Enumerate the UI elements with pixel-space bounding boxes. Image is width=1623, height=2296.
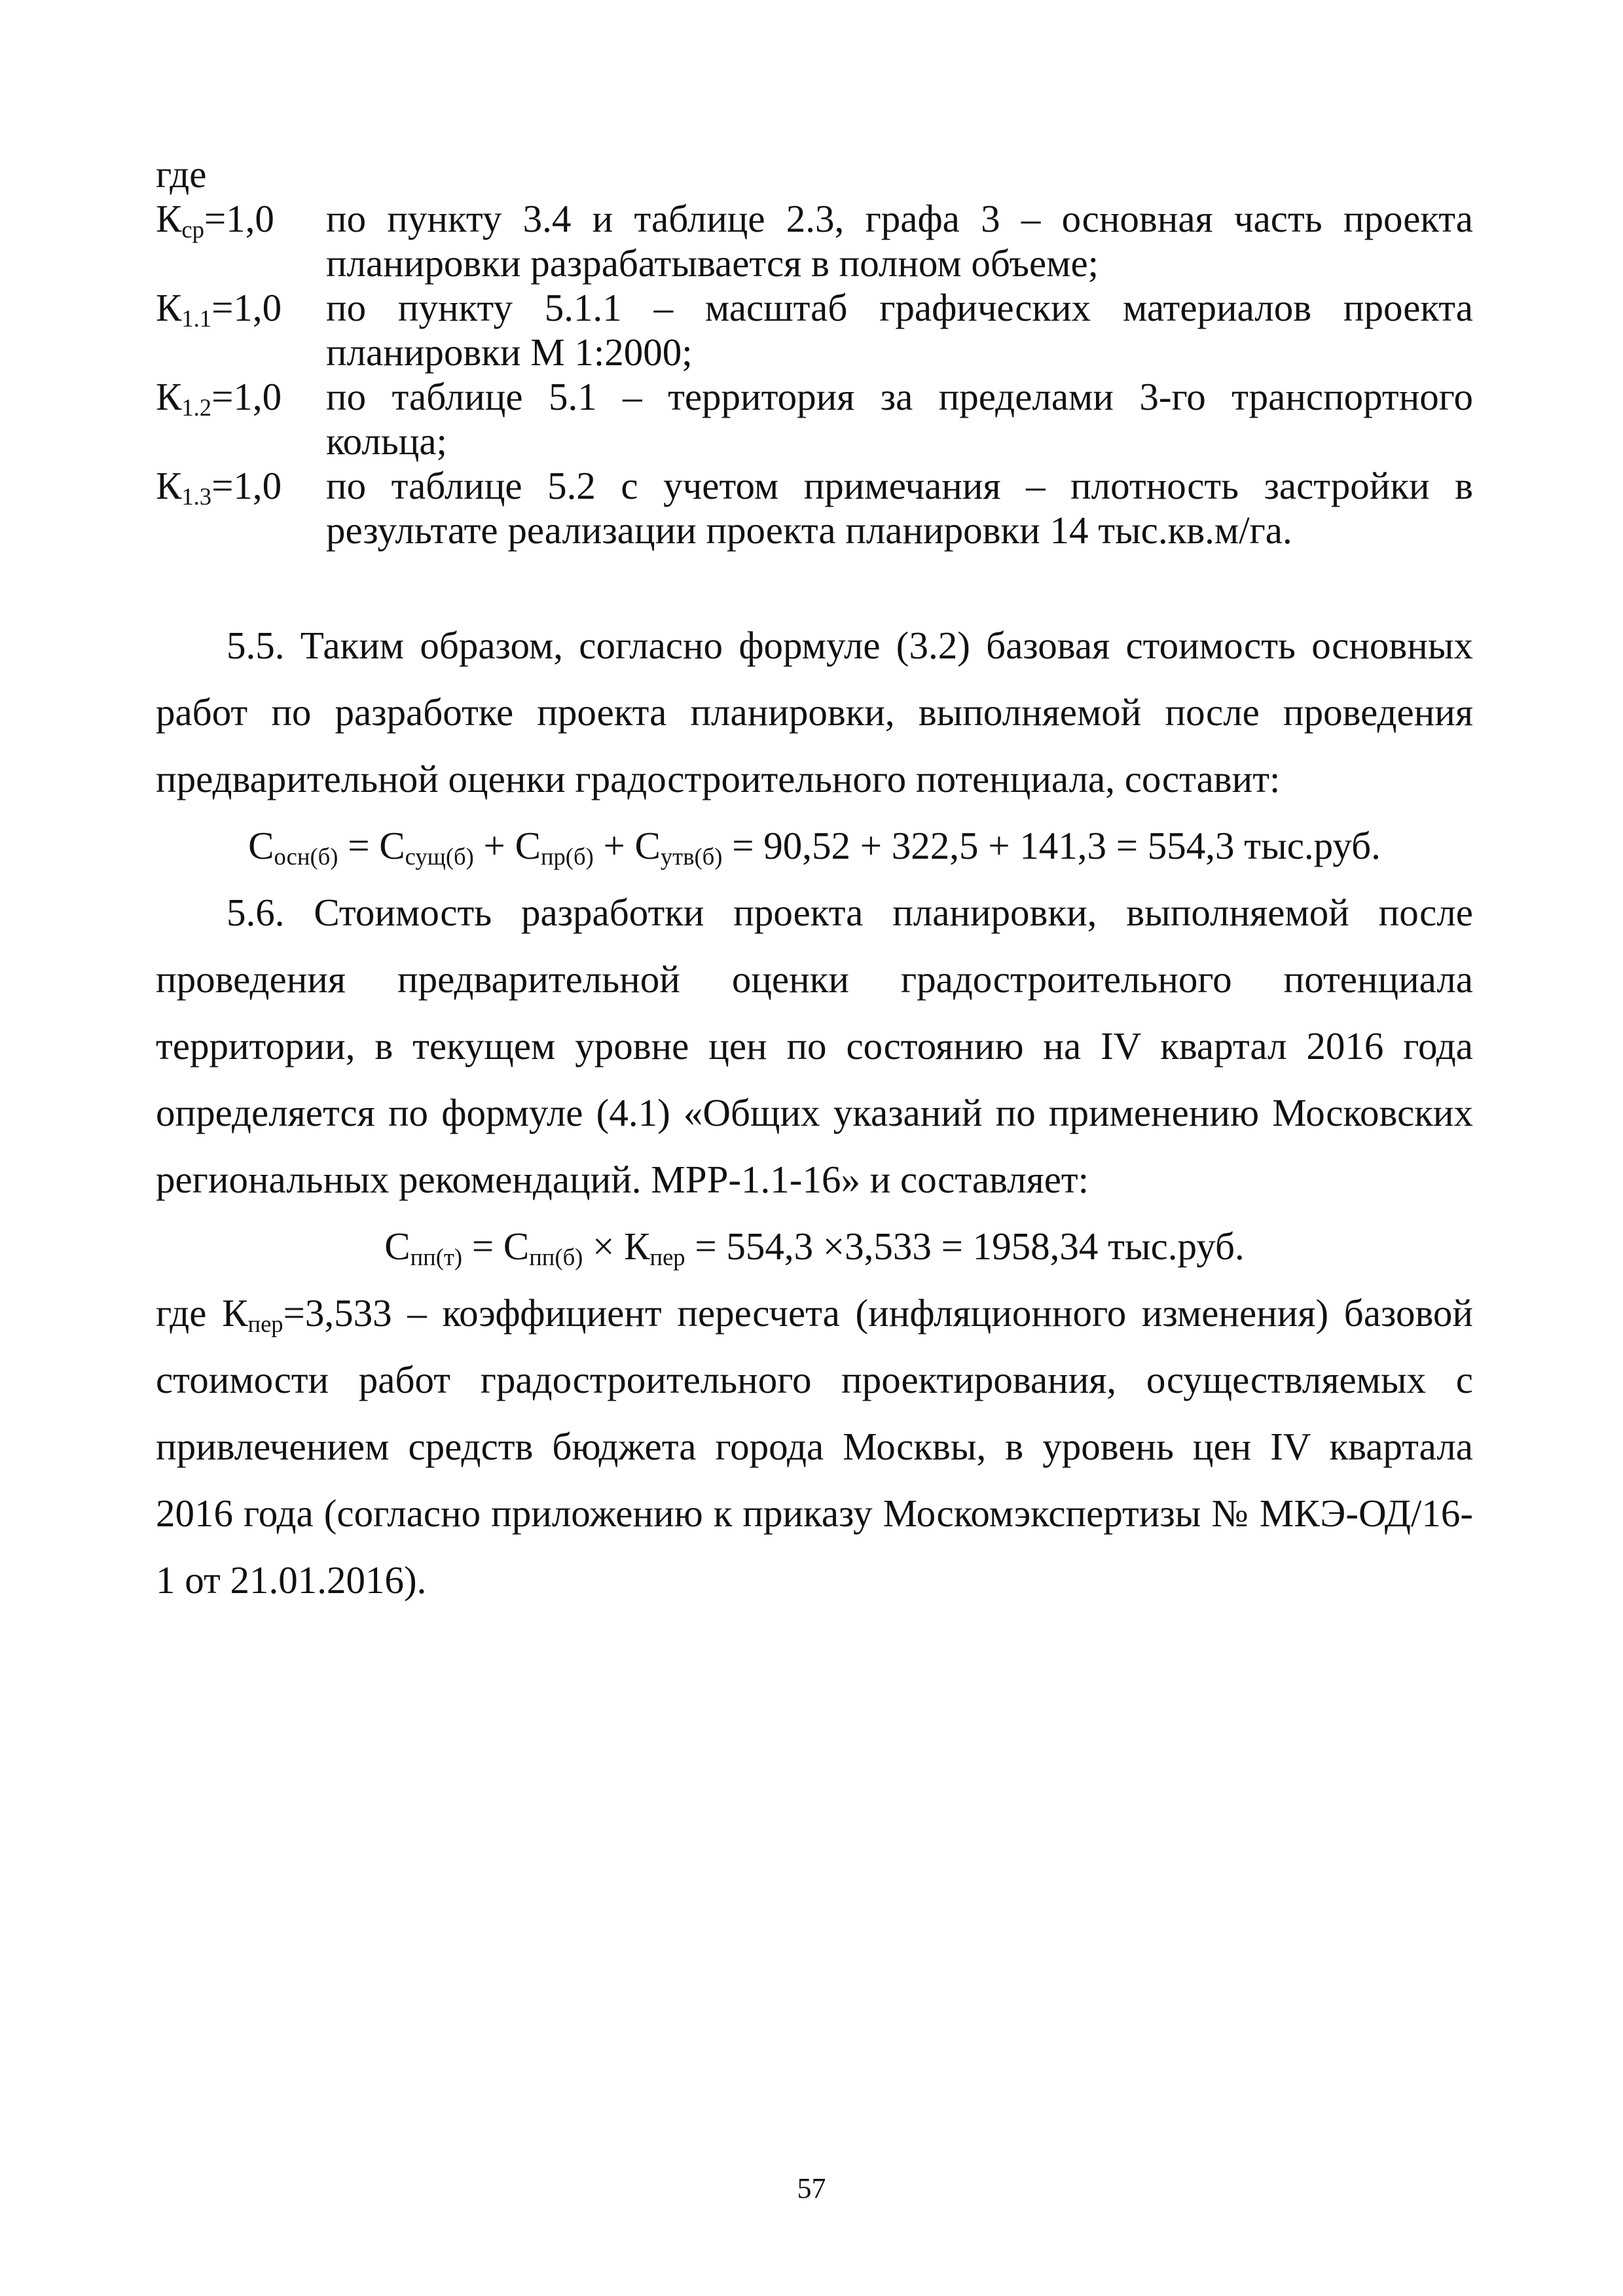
formula-current-cost: $С_{пп(т)} = С_{пп(б)} \times К_{пер} = 554,3 \times 3,533 = 1958,34$ тыс.руб. [384,1225,1245,1271]
coefficient-row [156,285,1473,374]
coefficient-description: по пункту 3.4 и таблице 2.3, графа 3 – основная часть проекта планировки разрабатывается в полном объеме; [326,197,1473,285]
coefficient-list [156,196,1473,552]
coefficient-key: $К_{1.3}=1,0$ [156,464,282,511]
formula-base-cost: $С_{осн(б)} = С_{сущ(б)} + С_{пр(б)} + С_{утв(б)} = 90,52 + 322,5 + 141,3 = 554,3$ тыс.руб. [248,824,1381,870]
coefficient-row [156,196,1473,285]
section-5-5 [156,612,1473,1613]
coefficient-description: по таблице 5.2 с учетом примечания – плотность застройки в результате реализации проекта планировки 14 тыс.кв.м/га. [326,464,1473,552]
intro-word: где [156,152,207,196]
coefficient-description: по пункту 5.1.1 – масштаб графических материалов проекта планировки М 1:2000; [326,286,1473,374]
coefficient-row [156,374,1473,463]
coefficient-row [156,463,1473,552]
paragraph-5-5: 5.5. Таким образом, согласно формуле (3.2) базовая стоимость основных работ по разработке проекта планировки, выполняемой после проведения предварительной оценки градостроительного потенциала, составит: [156,624,1473,800]
closing-paragraph: где $К_{пер}=3,533$ – коэффициент пересчета (инфляционного изменения) базовой стоимости работ градостроительного проектирования, осуществляемых с привлечением средств бюджета города Москвы, в уровень цен IV квартала 2016 года (согласно приложению к приказу Москомэкспертизы № МКЭ-ОД/16-1 от 21.01.2016). [156,1291,1473,1602]
coefficient-description: по таблице 5.1 – территория за пределами 3-го транспортного кольца; [326,375,1473,463]
page-number: 57 [797,2172,826,2204]
paragraph-5-6: 5.6. Стоимость разработки проекта планировки, выполняемой после проведения предварительной оценки градостроительного потенциала территории, в текущем уровне цен по состоянию на IV квартал 2016 года определяется по формуле (4.1) «Общих указаний по применению Московских региональных рекомендаций. МРР-1.1-16» и составляет: [156,891,1473,1201]
coefficient-key: $К_{1.2}=1,0$ [156,375,282,422]
coefficient-key: $К_{ср}=1,0$ [156,197,274,243]
coefficient-key: $К_{1.1}=1,0$ [156,286,282,332]
